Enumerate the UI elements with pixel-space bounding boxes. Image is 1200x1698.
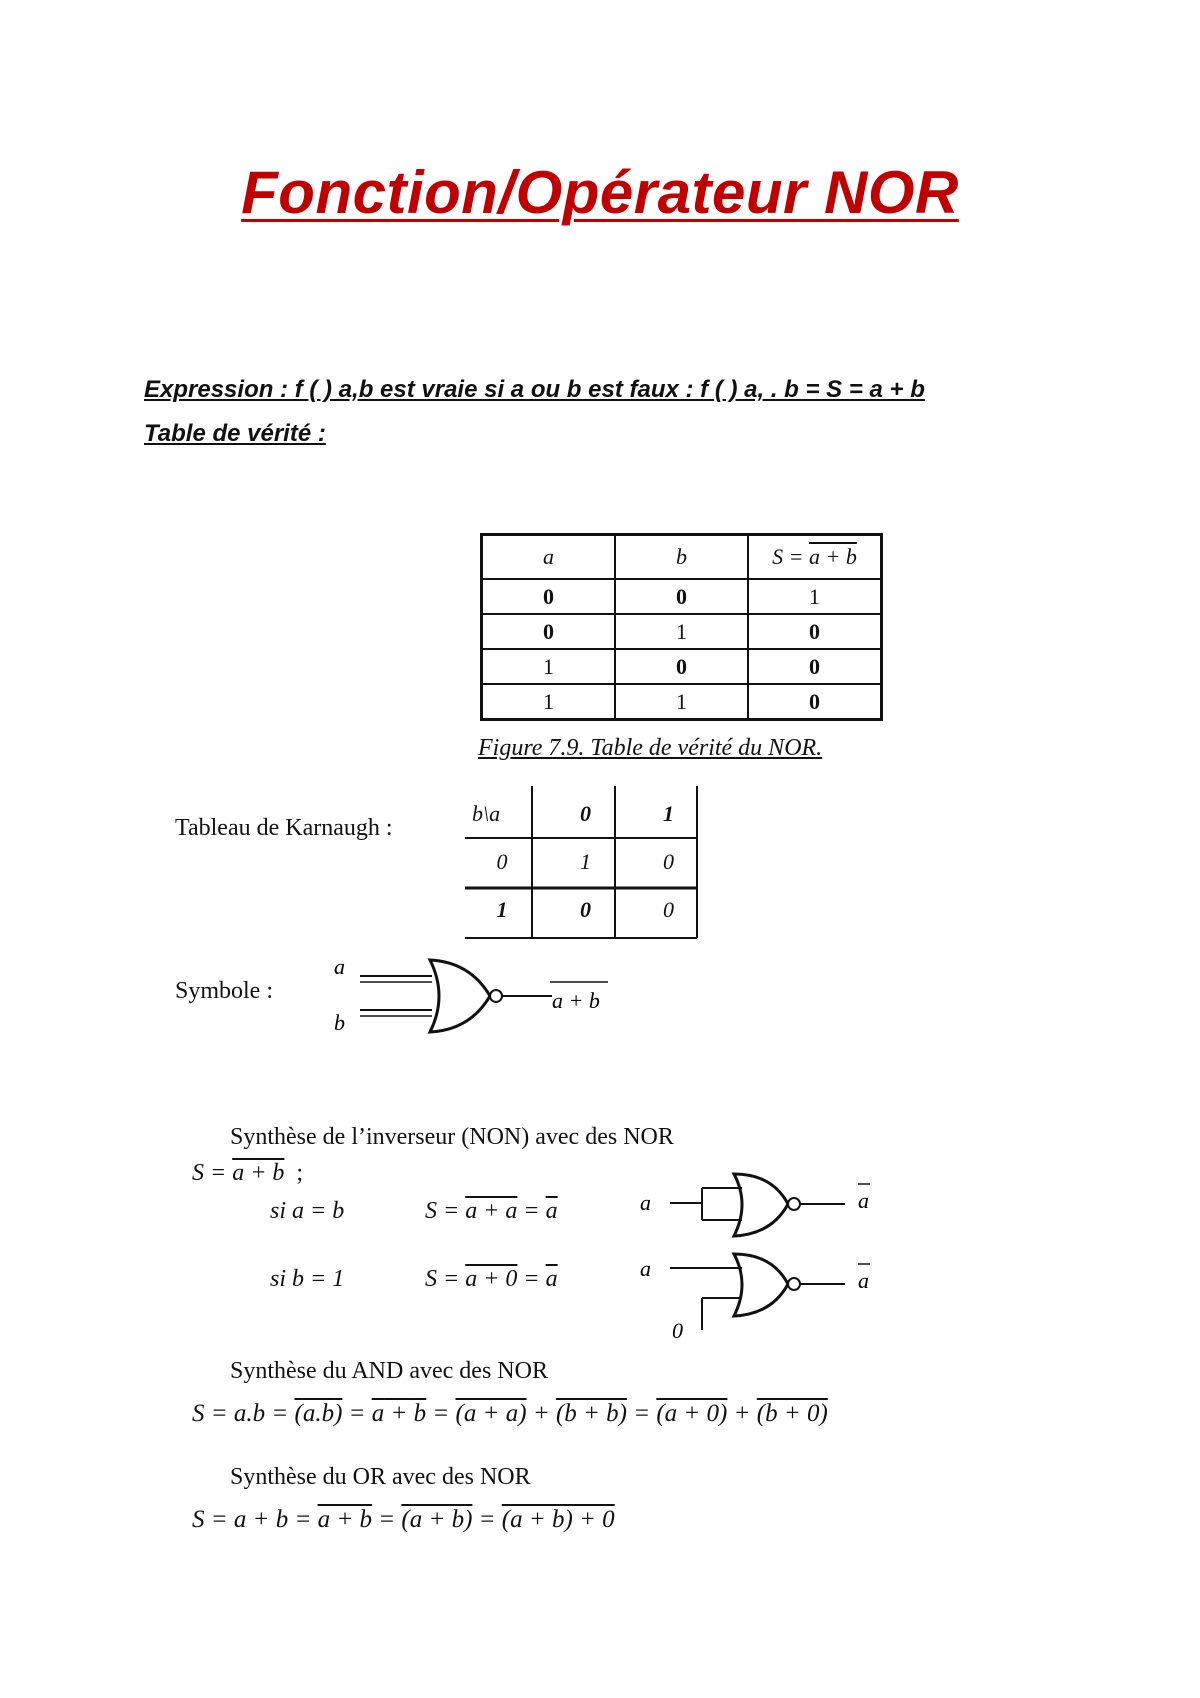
cell: 1 [482, 684, 616, 720]
truth-table-header-row [482, 535, 882, 580]
nor-gate-symbol [320, 950, 620, 1050]
gate1-body [734, 1174, 788, 1236]
and-equation: S = a.b = (a.b) = a + b = (a + a) + (b + b) = (a + 0) + (b + 0) [192, 1400, 828, 1427]
symbol-label: Symbole : [175, 978, 274, 1004]
inverter-heading: Synthèse de l’inverseur (NON) avec des NOR [230, 1124, 674, 1150]
cell: 1 [615, 614, 748, 649]
inverter-case2-cond: si b = 1 [270, 1266, 345, 1292]
symbol-input-a: a [334, 954, 345, 979]
symbol-output: a + b [552, 988, 600, 1013]
cell: 0 [748, 649, 882, 684]
or-equation: S = a + b = a + b = (a + b) = (a + b) + 0 [192, 1506, 615, 1533]
karnaugh-cell: 0 [580, 897, 591, 922]
table-row [482, 684, 882, 720]
truth-table [480, 533, 883, 721]
karnaugh-row-header: 0 [496, 849, 508, 874]
cell: 0 [482, 579, 616, 614]
gate2-output-label: a [858, 1268, 869, 1293]
karnaugh-cell: 0 [663, 897, 674, 922]
inverter-case2-eq: $S = a + 0 = \overline{a}$ [425, 1266, 558, 1292]
karnaugh-row-header: 1 [496, 897, 508, 922]
inverter-gates-diagram [630, 1158, 890, 1348]
gate1-output-label: a [858, 1188, 869, 1213]
inverter-case1-eq: $S = a + a = \overline{a}$ [425, 1198, 558, 1224]
karnaugh-col-header: 1 [663, 801, 674, 826]
cell: 0 [615, 579, 748, 614]
header-a: a [482, 535, 616, 580]
gate2-input-a-label: a [640, 1256, 651, 1281]
table-row [482, 614, 882, 649]
inverter-case1-cond: si a = b [270, 1198, 345, 1224]
cell: 0 [482, 614, 616, 649]
cell: 1 [482, 649, 616, 684]
header-b: b [615, 535, 748, 580]
expression-line: Expression : f ( ) a,b est vraie si a ou b est faux : f ( ) a, . b = S = a + b [144, 376, 925, 403]
page-title: Fonction/Opérateur NOR [241, 159, 959, 226]
karnaugh-label: Tableau de Karnaugh : [175, 815, 393, 841]
symbol-input-b: b [334, 1010, 345, 1035]
inverter-base-eq: S = a + b ; [192, 1160, 304, 1186]
cell: 0 [748, 684, 882, 720]
nor-gate-body [430, 960, 490, 1032]
and-heading: Synthèse du AND avec des NOR [230, 1358, 548, 1384]
truth-table-heading: Table de vérité : [144, 420, 326, 447]
or-heading: Synthèse du OR avec des NOR [230, 1464, 531, 1490]
cell: 1 [615, 684, 748, 720]
karnaugh-table [460, 790, 710, 934]
header-s: S = a + b [748, 535, 882, 580]
karnaugh-col-header: 0 [580, 801, 591, 826]
karnaugh-cell: 0 [663, 849, 674, 874]
table-row [482, 579, 882, 614]
gate2-body [734, 1254, 788, 1316]
karnaugh-corner: b\a [472, 801, 501, 826]
table-row [482, 649, 882, 684]
cell: 0 [748, 614, 882, 649]
karnaugh-cell: 1 [580, 849, 591, 874]
truth-table-caption: Figure 7.9. Table de vérité du NOR. [478, 735, 823, 761]
gate2-input-zero-label: 0 [672, 1318, 683, 1343]
cell: 0 [615, 649, 748, 684]
gate1-input-label: a [640, 1190, 651, 1215]
inversion-bubble [490, 990, 502, 1002]
cell: 1 [748, 579, 882, 614]
